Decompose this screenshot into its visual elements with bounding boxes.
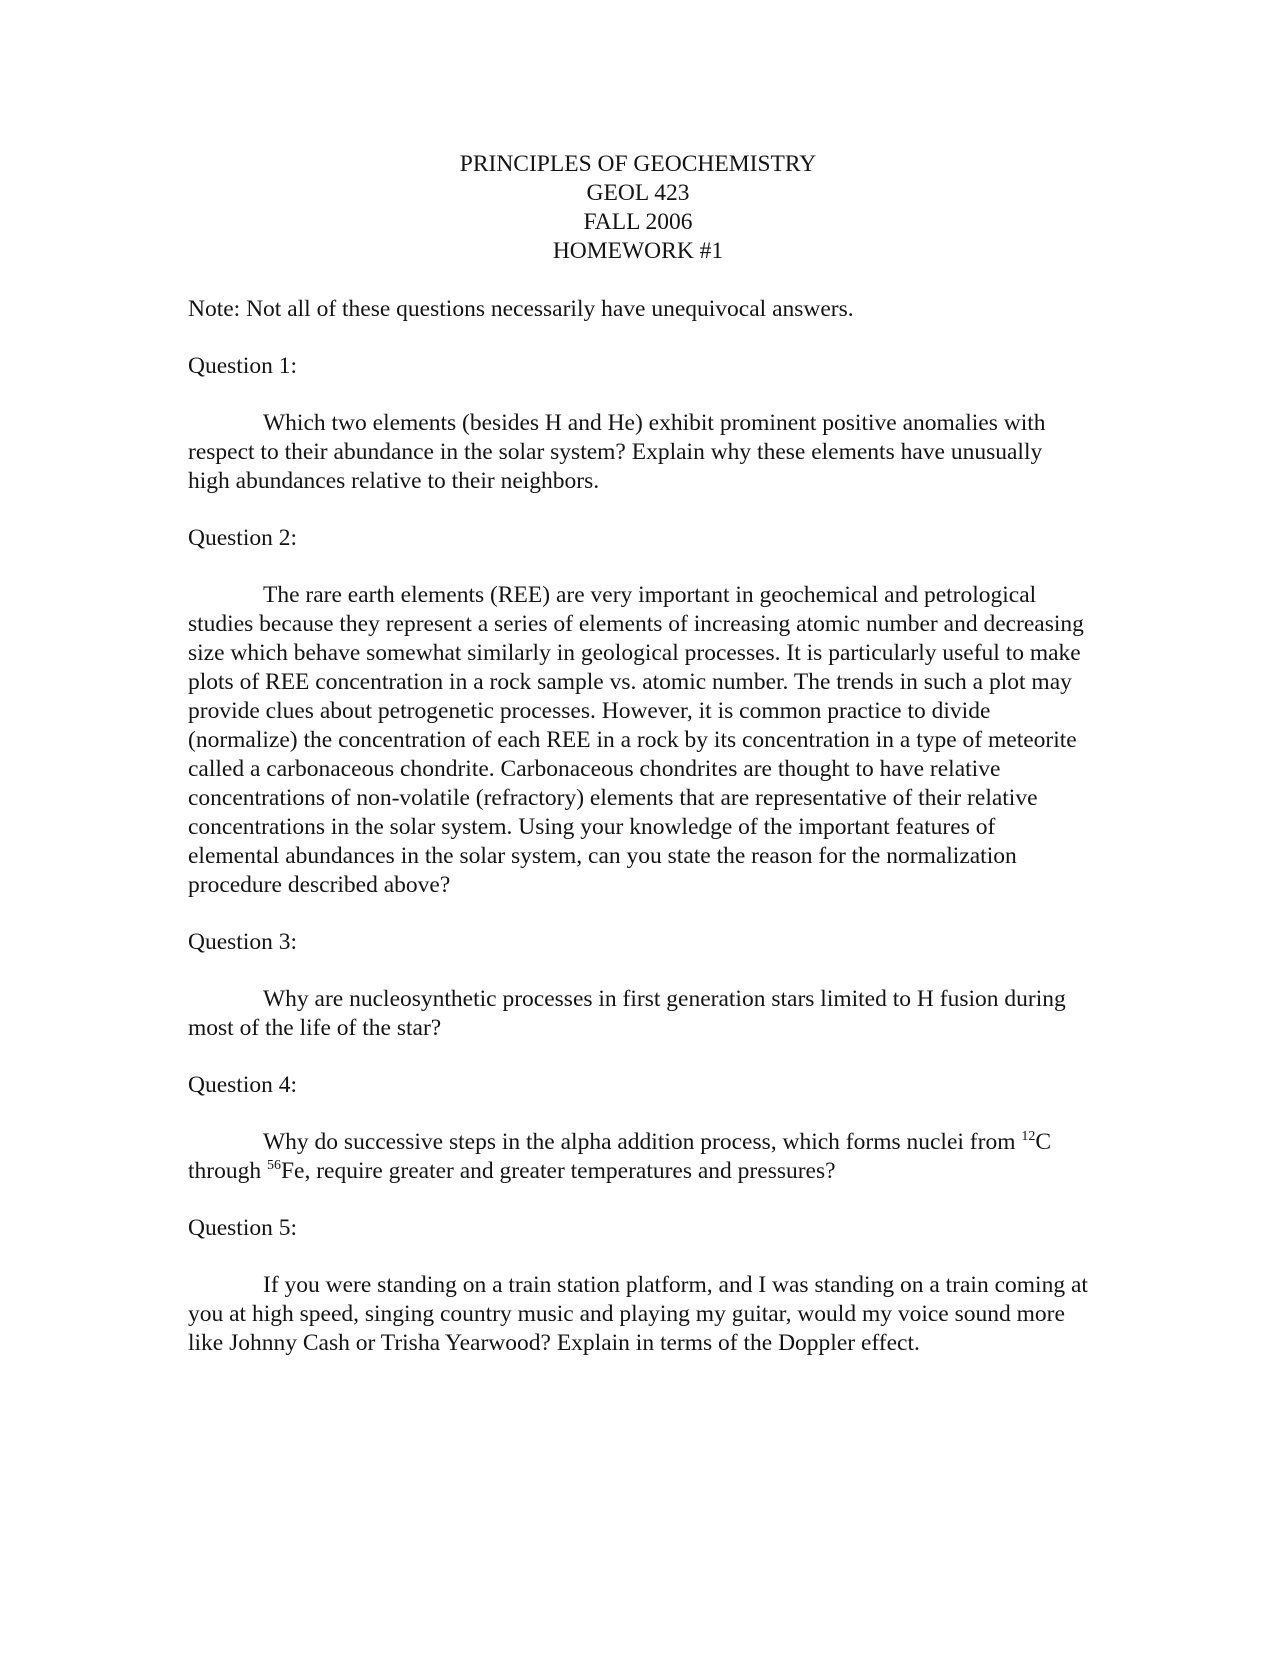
question-1-heading: Question 1: [188, 353, 298, 379]
title-block [188, 150, 1088, 266]
course-title: PRINCIPLES OF GEOCHEMISTRY [459, 151, 817, 177]
question-4-text-part2: C through [188, 1129, 1052, 1184]
assignment-title: HOMEWORK #1 [552, 238, 724, 264]
question-1-body: Which two elements (besides H and He) exhibit prominent positive anomalies with respect to their abundance in the solar system? Explain why these elements have unusually high abundances relative to their neighbors. [188, 410, 1046, 494]
course-code: GEOL 423 [586, 180, 690, 206]
question-3-body: Why are nucleosynthetic processes in first generation stars limited to H fusion during most of the life of the star? [188, 986, 1066, 1041]
question-4-body [188, 1128, 1088, 1186]
question-2-body: The rare earth elements (REE) are very important in geochemical and petrological studies because they represent a series of elements of increasing atomic number and decreasing size which behave somewhat similarly in geological processes. It is particularly useful to make plots of REE concentration in a rock sample vs. atomic number. The trends in such a plot may provide clues about petrogenetic processes. However, it is common practice to divide (normalize) the concentration of each REE in a rock by its concentration in a type of meteorite called a carbonaceous chondrite. Carbonaceous chondrites are thought to have relative concentrations of non-volatile (refractory) elements that are representative of their relative concentrations in the solar system. Using your knowledge of the important features of elemental abundances in the solar system, can you state the reason for the normalization procedure described above? [188, 582, 1084, 898]
iron-mass-number: 56 [266, 1158, 281, 1174]
question-4-text-part1: Why do successive steps in the alpha addition process, which forms nuclei from [263, 1129, 1022, 1155]
question-2-heading: Question 2: [188, 525, 298, 551]
question-5-body: If you were standing on a train station platform, and I was standing on a train coming at you at high speed, singing country music and playing my guitar, would my voice sound more like Johnny Cash or Trisha Yearwood? Explain in terms of the Doppler effect. [188, 1272, 1088, 1356]
question-3-heading: Question 3: [188, 929, 298, 955]
document-content [188, 150, 1088, 1386]
term: FALL 2006 [583, 209, 693, 235]
note: Note: Not all of these questions necessarily have unequivocal answers. [188, 296, 854, 322]
question-4-text-part3: Fe, require greater and greater temperatures and pressures? [280, 1158, 836, 1184]
question-5-heading: Question 5: [188, 1215, 298, 1241]
question-4-heading: Question 4: [188, 1072, 298, 1098]
carbon-mass-number: 12 [1021, 1129, 1036, 1145]
